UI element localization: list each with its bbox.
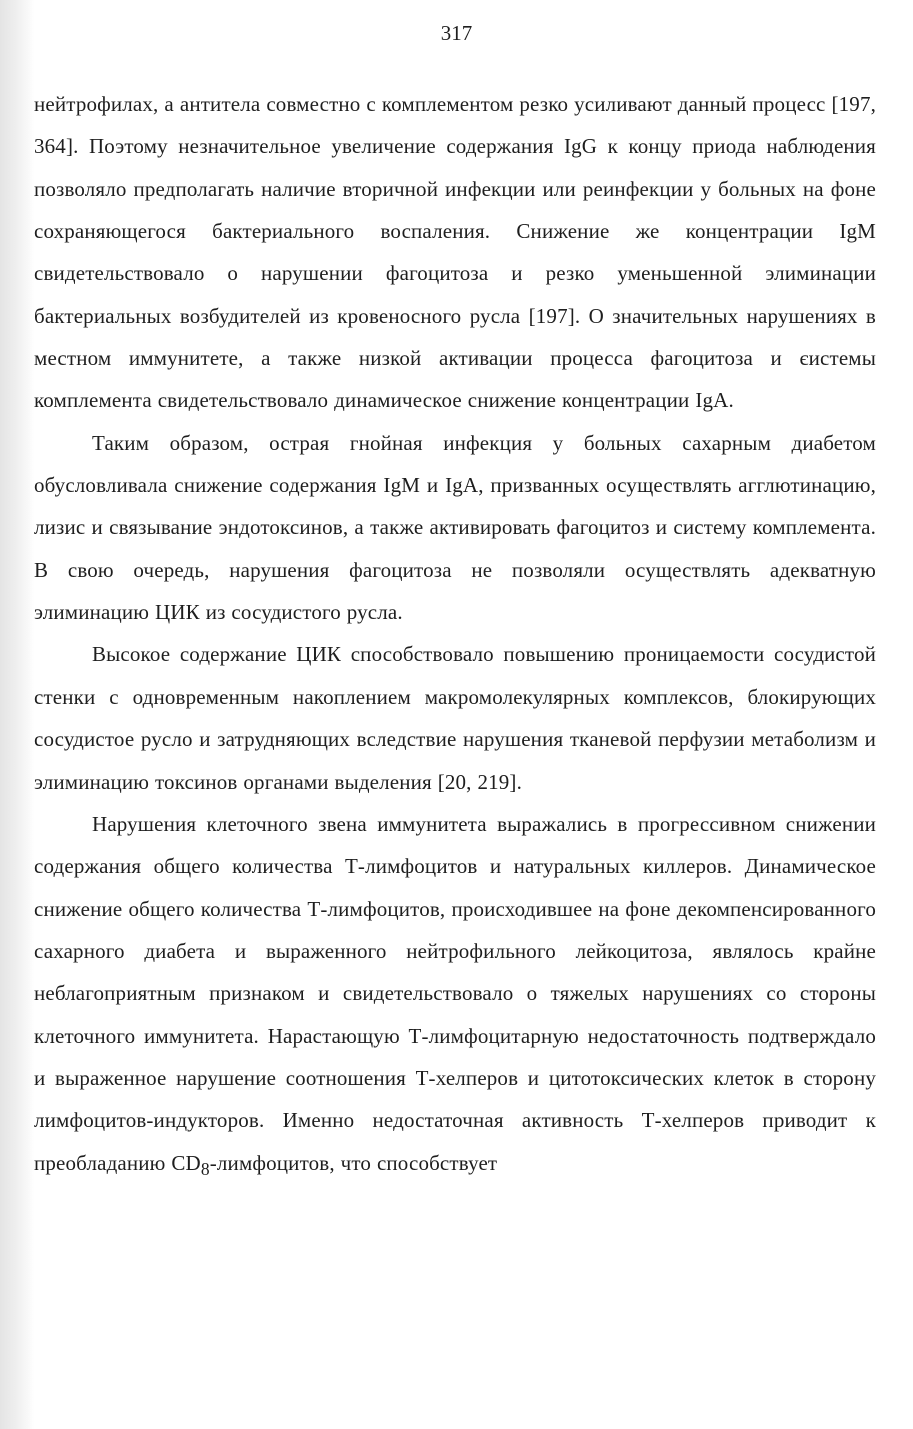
page-number: 317	[440, 21, 473, 45]
paragraph-text: Нарушения клеточного звена иммунитета выражались в прогрессивном снижении содержания общего количества Т-лимфоцитов и натуральных киллеров. Динамическое снижение общего количества Т-лимфоцитов, происходившее на фоне декомпенсированного сахарного диабета и выраженного нейтрофильного лейкоцитоза, являлось крайне неблагоприятным признаком и свидетельствовало о тяжелых нарушениях со стороны клеточного иммунитета. Нарастающую Т-лимфоцитарную недостаточность подтверждало и выраженное нарушение соотношения Т-хелперов и цитотоксических клеток в сторону лимфоцитов-индукторов. Именно недостаточная активность Т-хелперов приводит к преобладанию CD	[34, 811, 876, 1175]
subscript-text: 8	[200, 1158, 210, 1179]
paragraph-text: Высокое содержание ЦИК способствовало повышению проницаемости сосудистой стенки с одновременным накоплением макромолекулярных комплексов, блокирующих сосудистое русло и затрудняющих вследствие нарушения тканевой перфузии метаболизм и элиминацию токсинов органами выделения [20, 219].	[34, 642, 876, 794]
paragraph	[34, 83, 876, 422]
paragraph	[34, 422, 876, 634]
scan-shadow-edge	[0, 0, 34, 1429]
paragraph-text: -лимфоцитов, что способствует	[209, 1150, 498, 1175]
paragraph	[34, 633, 876, 802]
paragraph-text: Таким образом, острая гнойная инфекция у больных сахарным диабетом обусловливала снижение содержания IgM и IgA, призванных осуществлять агглютинацию, лизис и связывание эндотоксинов, а также активировать фагоцитоз и систему комплемента. В свою очередь, нарушения фагоцитоза не позволяли осуществлять адекватную элиминацию ЦИК из сосудистого русла.	[34, 430, 876, 625]
paragraph-text: нейтрофилах, а антитела совместно с комплементом резко усиливают данный процесс [197, 364]. Поэтому незначительное увеличение содержания IgG к концу приода наблюдения позволяло предполагать наличие вторичной инфекции или реинфекции у больных на фоне сохраняющегося бактериального воспаления. Снижение же концентрации IgM свидетельствовало о нарушении фагоцитоза и резко уменьшенной элиминации бактериальных возбудителей из кровеносного русла [197]. О значительных нарушениях в местном иммунитете, а также низкой активации процесса фагоцитоза и єистемы комплемента свидетельствовало динамическое снижение концентрации IgA.	[34, 92, 876, 413]
paragraph	[34, 803, 876, 1190]
body-text	[34, 83, 876, 1190]
